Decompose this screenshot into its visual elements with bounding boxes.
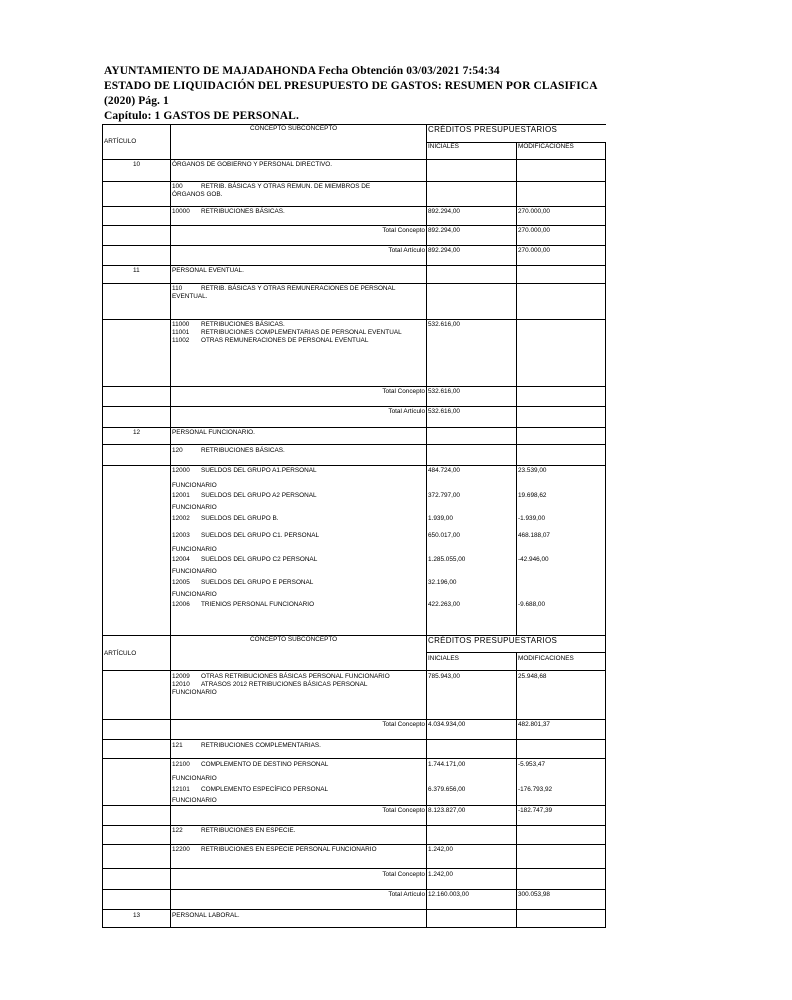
value-modificaciones: -1.939,00 bbox=[518, 515, 546, 522]
subconcept-description: ATRASOS 2012 RETRIBUCIONES BÁSICAS PERSONAL bbox=[201, 681, 368, 688]
article-number: 11 bbox=[133, 267, 140, 274]
subconcept-code: 12006 bbox=[172, 601, 190, 608]
total-articulo-iniciales: 532.616,00 bbox=[428, 408, 460, 415]
subconcept-code: 11002 bbox=[172, 337, 190, 344]
value-iniciales: 32.196,00 bbox=[428, 579, 457, 586]
subconcept-code: 12001 bbox=[172, 492, 190, 499]
col-header-iniciales: INICIALES bbox=[428, 655, 459, 662]
total-concepto-iniciales: 532.616,00 bbox=[428, 388, 460, 395]
subconcept-code: 11001 bbox=[172, 329, 190, 336]
total-concepto-modificaciones: 270.000,00 bbox=[518, 227, 550, 234]
total-concepto-label: Total Concepto bbox=[382, 721, 425, 728]
subconcept-code: 12003 bbox=[172, 532, 190, 539]
concept-description: RETRIBUCIONES COMPLEMENTARIAS. bbox=[201, 742, 321, 749]
col-header-concepto: CONCEPTO SUBCONCEPTO bbox=[250, 125, 338, 132]
total-concepto-label: Total Concepto bbox=[382, 871, 425, 878]
subconcept-code: 12002 bbox=[172, 515, 190, 522]
article-number: 12 bbox=[133, 429, 141, 436]
subconcept-description-cont: FUNCIONARIO bbox=[172, 775, 217, 782]
col-header-iniciales: INICIALES bbox=[428, 143, 459, 150]
value-modificaciones: 25.948,68 bbox=[518, 673, 547, 680]
concept-description-cont: EVENTUAL. bbox=[172, 293, 208, 300]
col-header-modificaciones: MODIFICACIONES bbox=[518, 143, 574, 150]
value-iniciales: 484.724,00 bbox=[428, 467, 460, 474]
value-iniciales: 372.797,00 bbox=[428, 492, 460, 499]
subconcept-description: COMPLEMENTO ESPECÍFICO PERSONAL bbox=[201, 786, 329, 793]
subconcept-description-cont: FUNCIONARIO bbox=[172, 504, 217, 511]
subconcept-description-cont: FUNCIONARIO bbox=[172, 591, 217, 598]
subconcept-description: RETRIBUCIONES BÁSICAS. bbox=[201, 321, 285, 328]
col-header-creditos: CRÉDITOS PRESUPUESTARIOS bbox=[428, 636, 558, 645]
col-header-modificaciones: MODIFICACIONES bbox=[518, 655, 574, 662]
subconcept-description: OTRAS REMUNERACIONES DE PERSONAL EVENTUAL bbox=[201, 337, 369, 344]
value-iniciales: 422.263,00 bbox=[428, 601, 460, 608]
subconcept-description-cont: FUNCIONARIO bbox=[172, 568, 217, 575]
concept-description-cont: ÓRGANOS GOB. bbox=[172, 191, 223, 198]
value-modificaciones: 468.188,07 bbox=[518, 532, 550, 539]
total-concepto-modificaciones: -182.747,39 bbox=[518, 807, 553, 814]
value-modificaciones: 23.539,00 bbox=[518, 467, 547, 474]
subconcept-code: 12200 bbox=[172, 846, 190, 853]
subconcept-code: 12009 bbox=[172, 673, 190, 680]
col-header-articulo: ARTÍCULO bbox=[104, 650, 137, 657]
subconcept-description-cont: FUNCIONARIO bbox=[172, 689, 217, 696]
subconcept-code: 10000 bbox=[172, 208, 190, 215]
value-modificaciones: -9.688,00 bbox=[518, 601, 546, 608]
concept-description: RETRIB. BÁSICAS Y OTRAS REMUNERACIONES DE PERSONAL bbox=[201, 285, 396, 292]
subconcept-description: SUELDOS DEL GRUPO A1.PERSONAL bbox=[201, 467, 317, 474]
article-description: PERSONAL FUNCIONARIO. bbox=[172, 429, 255, 436]
value-iniciales: 1.744.171,00 bbox=[428, 761, 466, 768]
subconcept-code: 12010 bbox=[172, 681, 190, 688]
subconcept-description: SUELDOS DEL GRUPO E PERSONAL bbox=[201, 579, 314, 586]
subconcept-description: SUELDOS DEL GRUPO C2 PERSONAL bbox=[201, 556, 318, 563]
total-concepto-label: Total Concepto bbox=[382, 227, 425, 234]
total-articulo-label: Total Artículo bbox=[388, 408, 425, 415]
concept-code: 110 bbox=[172, 285, 183, 292]
report-header-line1: AYUNTAMIENTO DE MAJADAHONDA Fecha Obtención 03/03/2021 7:54:34 bbox=[104, 65, 500, 77]
total-concepto-iniciales: 1.242,00 bbox=[428, 871, 453, 878]
value-modificaciones: -5.953,47 bbox=[518, 761, 546, 768]
subconcept-description: TRIENIOS PERSONAL FUNCIONARIO bbox=[201, 601, 315, 608]
subconcept-code: 11000 bbox=[172, 321, 190, 328]
value-modificaciones: -42.946,00 bbox=[518, 556, 549, 563]
concept-code: 100 bbox=[172, 183, 183, 190]
value-iniciales: 1.939,00 bbox=[428, 515, 453, 522]
value-iniciales: 892.294,00 bbox=[428, 208, 460, 215]
article-description: PERSONAL LABORAL. bbox=[172, 912, 240, 919]
article-number: 10 bbox=[133, 161, 141, 168]
concept-description: RETRIBUCIONES BÁSICAS. bbox=[201, 447, 285, 454]
total-articulo-label: Total Artículo bbox=[388, 891, 425, 898]
subconcept-code: 12000 bbox=[172, 467, 190, 474]
value-iniciales: 785.943,00 bbox=[428, 673, 460, 680]
subconcept-code: 12101 bbox=[172, 786, 190, 793]
subconcept-code: 12004 bbox=[172, 556, 190, 563]
concept-description: RETRIB. BÁSICAS Y OTRAS REMUN. DE MIEMBROS DE bbox=[201, 183, 371, 190]
total-concepto-label: Total Concepto bbox=[382, 807, 425, 814]
subconcept-description: SUELDOS DEL GRUPO A2 PERSONAL bbox=[201, 492, 317, 499]
total-articulo-label: Total Artículo bbox=[388, 247, 425, 254]
report-page: (2020) Pág. 1 bbox=[104, 95, 169, 107]
subconcept-description: COMPLEMENTO DE DESTINO PERSONAL bbox=[201, 761, 329, 768]
subconcept-description: OTRAS RETRIBUCIONES BÁSICAS PERSONAL FUNCIONARIO bbox=[201, 673, 390, 680]
total-concepto-label: Total Concepto bbox=[382, 388, 425, 395]
total-concepto-iniciales: 892.294,00 bbox=[428, 227, 460, 234]
value-modificaciones: 270.000,00 bbox=[518, 208, 550, 215]
value-iniciales: 650.017,00 bbox=[428, 532, 460, 539]
total-articulo-modificaciones: 300.053,98 bbox=[518, 891, 550, 898]
value-iniciales: 6.379.656,00 bbox=[428, 786, 466, 793]
total-articulo-iniciales: 892.294,00 bbox=[428, 247, 460, 254]
value-iniciales: 532.616,00 bbox=[428, 321, 460, 328]
concept-code: 121 bbox=[172, 742, 183, 749]
value-iniciales: 1.242,00 bbox=[428, 846, 453, 853]
value-iniciales: 1.285.055,00 bbox=[428, 556, 466, 563]
concept-description: RETRIBUCIONES EN ESPECIE. bbox=[201, 827, 296, 834]
subconcept-description-cont: FUNCIONARIO bbox=[172, 546, 217, 553]
concept-code: 120 bbox=[172, 447, 183, 454]
subconcept-description: RETRIBUCIONES EN ESPECIE PERSONAL FUNCIONARIO bbox=[201, 846, 377, 853]
chapter-title: Capítulo: 1 GASTOS DE PERSONAL. bbox=[104, 110, 299, 122]
subconcept-code: 12005 bbox=[172, 579, 190, 586]
article-number: 13 bbox=[133, 912, 141, 919]
report-title: ESTADO DE LIQUIDACIÓN DEL PRESUPUESTO DE GASTOS: RESUMEN POR CLASIFICA bbox=[104, 80, 598, 92]
col-header-creditos: CRÉDITOS PRESUPUESTARIOS bbox=[428, 125, 558, 134]
article-description: ÓRGANOS DE GOBIERNO Y PERSONAL DIRECTIVO. bbox=[172, 161, 333, 168]
subconcept-description-cont: FUNCIONARIO bbox=[172, 482, 217, 489]
total-concepto-iniciales: 4.034.934,00 bbox=[428, 721, 466, 728]
concept-code: 122 bbox=[172, 827, 183, 834]
col-header-concepto: CONCEPTO SUBCONCEPTO bbox=[250, 636, 338, 643]
subconcept-description-cont: FUNCIONARIO bbox=[172, 797, 217, 804]
value-modificaciones: -176.793,92 bbox=[518, 786, 553, 793]
subconcept-code: 12100 bbox=[172, 761, 190, 768]
article-description: PERSONAL EVENTUAL. bbox=[172, 267, 244, 274]
subconcept-description: SUELDOS DEL GRUPO C1. PERSONAL bbox=[201, 532, 320, 539]
total-articulo-modificaciones: 270.000,00 bbox=[518, 247, 550, 254]
total-articulo-iniciales: 12.160.003,00 bbox=[428, 891, 469, 898]
subconcept-description: SUELDOS DEL GRUPO B. bbox=[201, 515, 279, 522]
value-modificaciones: 19.698,62 bbox=[518, 492, 547, 499]
subconcept-description: RETRIBUCIONES BÁSICAS. bbox=[201, 208, 285, 215]
total-concepto-iniciales: 8.123.827,00 bbox=[428, 807, 466, 814]
col-header-articulo: ARTÍCULO bbox=[104, 138, 137, 145]
subconcept-description: RETRIBUCIONES COMPLEMENTARIAS DE PERSONAL EVENTUAL bbox=[201, 329, 402, 336]
total-concepto-modificaciones: 482.801,37 bbox=[518, 721, 550, 728]
